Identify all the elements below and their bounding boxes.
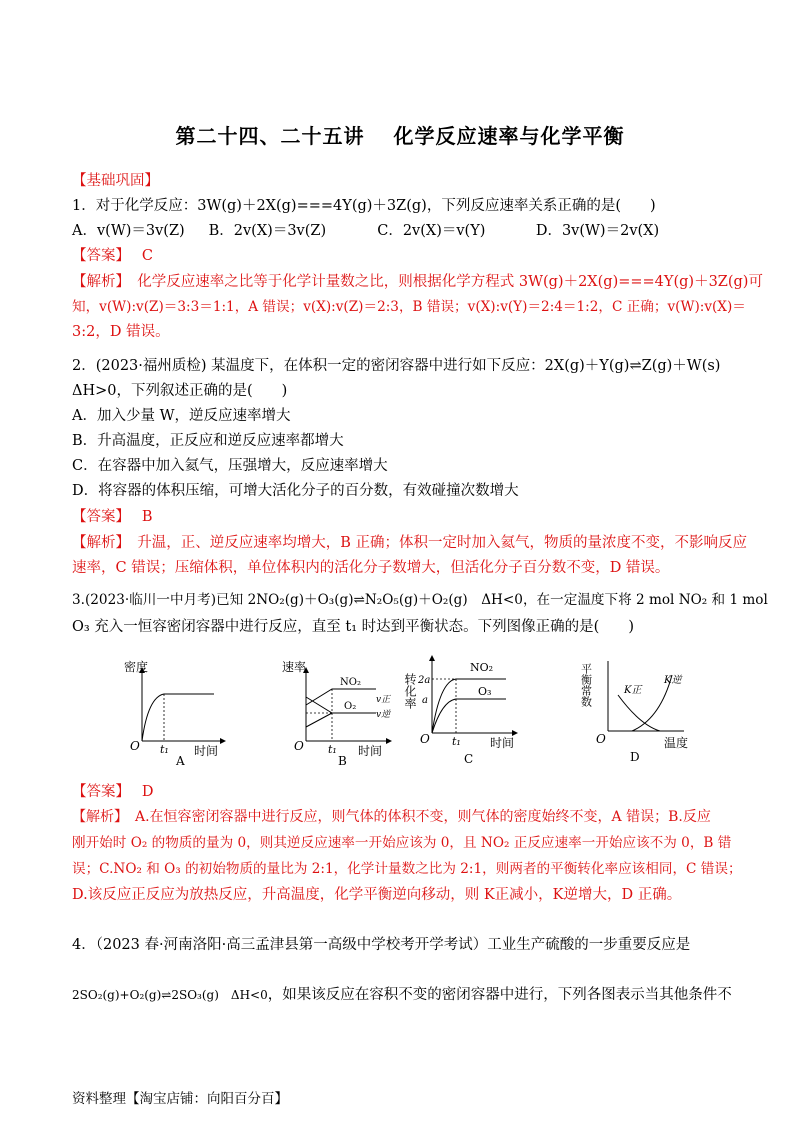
fig-d-ylabel: 平衡常数 xyxy=(580,663,593,707)
analysis-text: A.在恒容密闭容器中进行反应，则气体的体积不变，则气体的密度始终不变，A 错误；B.反应 xyxy=(135,809,711,825)
q4-stem: 4．（2023 春·河南洛阳·高三孟津县第一高级中学校考开学考试）工业生产硫酸的一步重要反应是 xyxy=(72,937,691,953)
q3-analysis-2: 刚开始时 O₂ 的物质的量为 0，则其逆反应速率一开始应该为 0，且 NO₂ 正反应速率一开始应该不为 0，B 错 xyxy=(72,835,732,851)
fig-d-label: D xyxy=(630,750,640,764)
fig-c-t1: t₁ xyxy=(452,735,461,748)
q2-stem-2: ΔH>0，下列叙述正确的是( ) xyxy=(72,383,288,399)
fig-b-ylabel: 速率 xyxy=(282,660,307,674)
figure-c xyxy=(400,655,530,767)
section-heading: 【基础巩固】 xyxy=(72,173,159,189)
q3-analysis-1 xyxy=(72,807,730,827)
fig-c-tick-a: a xyxy=(422,695,428,706)
q1-option-b: B．2v(X)＝3v(Z) xyxy=(208,223,327,239)
answer-value: B xyxy=(141,509,153,525)
q4-stem-2 xyxy=(72,985,730,1005)
q2-answer xyxy=(72,507,730,527)
page-footer: 资料整理【淘宝店铺：向阳百分百】 xyxy=(72,1091,288,1107)
answer-tag: 【答案】 xyxy=(72,248,123,264)
answer-value: D xyxy=(141,784,154,800)
fig-b-series-no2: NO₂ xyxy=(340,677,361,688)
answer-tag: 【答案】 xyxy=(72,509,123,525)
q1-option-a: A．v(W)＝3v(Z) xyxy=(72,223,185,239)
analysis-tag: 【解析】 xyxy=(72,535,123,551)
q2-option-d: D．将容器的体积压缩，可增大活化分子的百分数，有效碰撞次数增大 xyxy=(72,483,519,499)
q4-continuation: ，如果该反应在容积不变的密闭容器中进行，下列各图表示当其他条件不 xyxy=(267,987,732,1003)
fig-d-xlabel: 温度 xyxy=(664,736,689,750)
q2-stem-1: 2．(2023·福州质检) 某温度下，在体积一定的密闭容器中进行如下反应：2X(g)＋Y(g)⇌Z(g)＋W(s) xyxy=(72,358,721,374)
fig-d-k-forward: K正 xyxy=(624,685,642,696)
answer-value: C xyxy=(141,248,153,264)
q2-option-b: B．升高温度，正反应和逆反应速率都增大 xyxy=(72,433,344,449)
fig-b-v-reverse: v逆 xyxy=(376,710,391,720)
fig-a-xlabel: 时间 xyxy=(194,744,219,758)
q1-option-d: D．3v(W)＝2v(X) xyxy=(535,223,660,239)
fig-b-label: B xyxy=(338,754,347,767)
fig-a-origin: O xyxy=(130,739,140,753)
q1-options xyxy=(72,221,730,241)
q2-analysis-2: 速率，C 错误；压缩体积，单位体积内的活化分子数增大，但活化分子百分数不变，D 错误。 xyxy=(72,560,670,576)
fig-a-t1: t₁ xyxy=(160,743,169,756)
figure-b xyxy=(280,655,400,767)
q1-answer xyxy=(72,246,730,266)
q3-stem-2: O₃ 充入一恒容密闭容器中进行反应，直至 t₁ 时达到平衡状态。下列图像正确的是( ) xyxy=(72,619,634,635)
page-title: 第二十四、二十五讲 化学反应速率与化学平衡 xyxy=(175,124,625,148)
q2-option-a: A．加入少量 W，逆反应速率增大 xyxy=(72,408,291,424)
fig-c-series-o3: O₃ xyxy=(478,685,492,698)
fig-a-ylabel: 密度 xyxy=(124,660,149,674)
analysis-tag: 【解析】 xyxy=(72,809,121,825)
q3-stem-1: 3.(2023·临川一中月考)已知 2NO₂(g)＋O₃(g)⇌N₂O₅(g)＋O₂(g) ΔH<0，在一定温度下将 2 mol NO₂ 和 1 mol xyxy=(72,592,768,608)
answer-tag: 【答案】 xyxy=(72,784,123,800)
analysis-text: 升温，正、逆反应速率均增大，B 正确；体积一定时加入氦气，物质的量浓度不变，不影响反应 xyxy=(137,535,748,551)
fig-a-label: A xyxy=(176,754,185,767)
analysis-text: 化学反应速率之比等于化学计量数之比，则根据化学方程式 3W(g)＋2X(g)===4Y(g)＋3Z(g)可 xyxy=(137,274,763,290)
fig-c-ylabel: 转化率 xyxy=(403,673,417,709)
q3-figures xyxy=(120,655,689,770)
fig-c-origin: O xyxy=(420,732,430,746)
q1-stem: 1．对于化学反应：3W(g)＋2X(g)===4Y(g)＋3Z(g)，下列反应速率关系正确的是( ) xyxy=(72,198,656,214)
fig-c-xlabel: 时间 xyxy=(490,736,515,750)
fig-c-tick-2a: 2a xyxy=(418,675,431,686)
fig-d-k-reverse: K逆 xyxy=(664,675,682,686)
q1-option-c: C．2v(X)＝v(Y) xyxy=(377,223,486,239)
fig-c-label: C xyxy=(464,752,474,766)
q1-analysis-1 xyxy=(72,272,763,292)
fig-d-origin: O xyxy=(596,732,606,746)
q2-option-c: C．在容器中加入氦气，压强增大，反应速率增大 xyxy=(72,458,388,474)
figure-d xyxy=(580,655,710,767)
fig-b-t1: t₁ xyxy=(328,743,337,756)
analysis-tag: 【解析】 xyxy=(72,274,123,290)
q1-analysis-3: 3:2，D 错误。 xyxy=(72,324,170,340)
q3-answer xyxy=(72,782,730,802)
q3-analysis-3: 误；C.NO₂ 和 O₃ 的初始物质的量比为 2:1，化学计量数之比为 2:1，则两者的平衡转化率应该相同，C 错误； xyxy=(72,861,742,877)
fig-c-series-no2: NO₂ xyxy=(470,661,494,674)
fig-b-v-forward: v正 xyxy=(376,695,391,705)
figure-a xyxy=(120,655,230,767)
fig-b-origin: O xyxy=(294,739,304,753)
q1-analysis-2: 知，v(W):v(Z)＝3:3＝1:1，A 错误；v(X):v(Z)＝2:3，B 错误；v(X):v(Y)＝2:4＝1:2，C 正确；v(W):v(X)＝ xyxy=(72,299,746,315)
q4-equation: 2SO₂(g)+O₂(g)⇌2SO₃(g) ΔH<0 xyxy=(72,988,268,1002)
q2-analysis-1 xyxy=(72,533,748,553)
fig-b-series-o2: O₂ xyxy=(344,701,357,712)
q3-analysis-4: D.该反应正反应为放热反应，升高温度，化学平衡逆向移动，则 K正减小，K逆增大，D 正确。 xyxy=(72,887,682,903)
fig-b-xlabel: 时间 xyxy=(358,744,383,758)
